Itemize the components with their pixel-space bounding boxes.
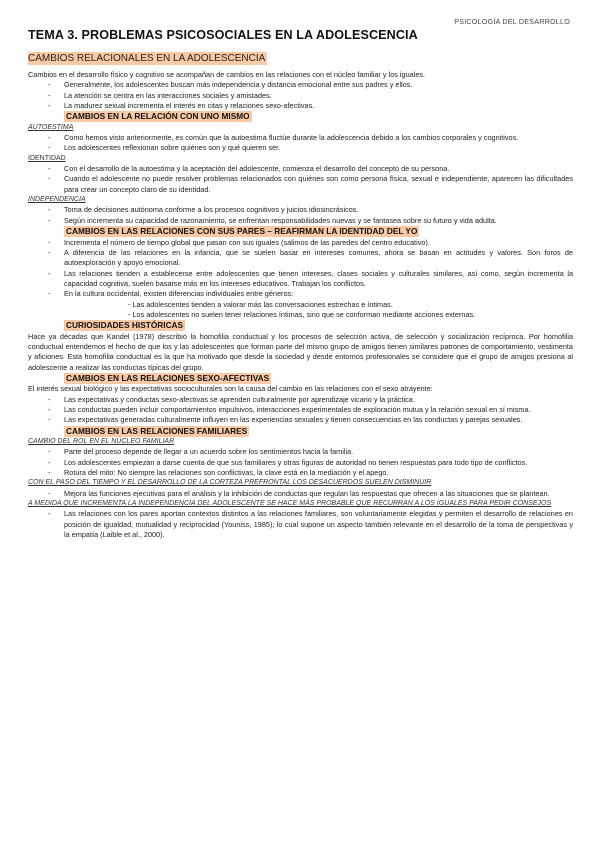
list-item: - Los adolescentes empiezan a darse cuenta de que sus familiares y otras figuras de autoridad no tienen respuestas para todo tipo de conflictos. bbox=[28, 458, 573, 468]
document-body bbox=[28, 52, 573, 540]
list-item: - Cuando el adolescente no puede resolver problemas relacionados con quiénes son como persona física, sexual e independiente, aparecen las dificultades para crear un concepto claro de su identidad. bbox=[28, 174, 573, 195]
sexual-list bbox=[28, 395, 573, 426]
list-item: - Incrementa el número de tiempo global que pasan con sus iguales (salimos de las paredes del centro educativo). bbox=[28, 238, 573, 248]
subsection-heading-self: CAMBIOS EN LA RELACIÓN CON UNO MISMO bbox=[66, 111, 250, 122]
label-independencia: INDEPENDENCIA bbox=[28, 196, 86, 204]
list-item: - La atención se centra en las interacciones sociales y amistades. bbox=[28, 91, 573, 101]
list-item: - Las relaciones con los pares aportan contextos distintos a las relaciones familiares, son voluntariamente elegidas y permiten el desarrollo de relaciones en posición de igualdad, mutualidad y reciprocidad (Youniss, 1985); lo cual supone un aspecto también relevante en el desarrollo de la toma de perspectivas y la empatía (Laible et al., 2000). bbox=[28, 509, 573, 540]
list-item: - Las expectativas y conductas sexo-afectivas se aprenden culturalmente por aprendizaje vicario y la práctica. bbox=[28, 395, 573, 405]
running-header: PSICOLOGÍA DEL DESARROLLO bbox=[454, 17, 570, 26]
label-identidad: IDENTIDAD bbox=[28, 154, 66, 162]
sub-item: - Los adolescentes no suelen tener relaciones íntimas, sino que se conforman mediante acciones externas. bbox=[128, 309, 476, 319]
document-title: TEMA 3. PROBLEMAS PSICOSOCIALES EN LA ADOLESCENCIA bbox=[28, 28, 418, 42]
identidad-list bbox=[28, 164, 573, 195]
list-item: - Según incrementa su capacidad de razonamiento, se enfrentan responsabilidades nuevas y se fantasea sobre su futuro y vida adulta. bbox=[28, 216, 573, 226]
autoestima-list bbox=[28, 133, 573, 154]
list-item: - Los adolescentes reflexionan sobre quiénes son y qué quieren ser. bbox=[28, 143, 573, 153]
list-item: - Mejora las funciones ejecutivas para el análisis y la inhibición de conductas que regulan las respuestas que ofrecen a las situaciones que se plantean. bbox=[28, 489, 573, 499]
list-item: - Toma de decisiones autónoma conforme a los procesos cognitivos y juicios idiosincrásicos. bbox=[28, 205, 573, 215]
section-heading: CAMBIOS RELACIONALES EN LA ADOLESCENCIA bbox=[28, 53, 266, 64]
gender-sublist bbox=[28, 300, 573, 321]
label-family-role: CAMBIO DEL ROL EN EL NÚCLEO FAMILIAR bbox=[28, 438, 175, 446]
label-autoestima: AUTOESTIMA bbox=[28, 123, 74, 131]
list-item: - Las relaciones tienden a establecerse entre adolescentes que tienen intereses, clases sociales y culturales similares, así como, según incrementa la capacidad cognitiva, suelen basarse más en los intereses educativos. Trabajan los conflictos. bbox=[28, 269, 573, 290]
history-paragraph: Hace ya décadas que Kandel (1978) describió la homofilia conductual y los procesos de selección activa, de selección y socialización recíproca. Por homofilia conductual entendemos el hecho de que los y las adolescentes que forman parte del mismo grupo de amigos tienen similares patrones de comportamiento, vestimenta y aficiones. Esta homofilia conductual es la que ha motivado que desde la sociedad y desde entornos profesionales se considere que el grupo de amigos presiona al adolescente a realizar las conductas típicas del grupo. bbox=[28, 331, 573, 372]
list-item: - En la cultura occidental, existen diferencias individuales entre géneros: bbox=[28, 289, 573, 299]
list-item: - Las conductas pueden incluir comportamientos impulsivos, interacciones experimentales de exploración mutua y la relación sexual en sí misma. bbox=[28, 405, 573, 415]
list-item: - A diferencia de las relaciones en la infancia, que se suelen basar en intereses comunes, ahora se basan en actitudes y valores. Son foros de autoexploración y apoyo emocional. bbox=[28, 248, 573, 269]
sub-item: - Las adolescentes tienden a valorar más las conversaciones estrechas e íntimas. bbox=[128, 299, 393, 309]
subsection-heading-history: CURIOSIDADES HISTÓRICAS bbox=[66, 320, 184, 331]
list-item: - Generalmente, los adolescentes buscan más independencia y distancia emocional entre sus padres y ellos. bbox=[28, 80, 573, 90]
intro-list bbox=[28, 80, 573, 111]
peers-list bbox=[28, 238, 573, 300]
list-item: - Rotura del mito: No siempre las relaciones son conflictivas, la clave está en la mediación y el apego. bbox=[28, 468, 573, 478]
independencia-list bbox=[28, 205, 573, 226]
subsection-heading-sexual: CAMBIOS EN LAS RELACIONES SEXO-AFECTIVAS bbox=[66, 372, 270, 383]
label-independence-peers: A MEDIDA QUE INCREMENTA LA INDEPENDENCIA DEL ADOLESCENTE SE HACE MÁS PROBABLE QUE RECURRAN A LOS IGUALES PARA PEDIR CONSEJOS bbox=[28, 500, 552, 508]
prefrontal-list bbox=[28, 489, 573, 499]
list-item: - Las expectativas generadas culturalmente influyen en las experiencias sexuales y tienen consecuencias en las conductas y parejas sexuales. bbox=[28, 415, 573, 425]
family-role-list bbox=[28, 447, 573, 478]
list-item: - Parte del proceso depende de llegar a un acuerdo sobre los sentimientos hacia la familia. bbox=[28, 447, 573, 457]
list-item: - Como hemos visto anteriormente, es común que la autoestima fluctúe durante la adolescencia debido a los cambios corporales y cognitivos. bbox=[28, 133, 573, 143]
list-item: - Con el desarrollo de la autoestima y la aceptación del adolescente, comienza el desarrollo del concepto de su persona. bbox=[28, 164, 573, 174]
label-prefrontal: CON EL PASO DEL TIEMPO Y EL DESARROLLO DE LA CORTEZA PREFRONTAL LOS DESACUERDOS SUELEN DISMINUIR bbox=[28, 479, 432, 487]
intro-paragraph: Cambios en el desarrollo físico y cognitivo se acompañan de cambios en las relaciones con el núcleo familiar y los iguales. bbox=[28, 70, 426, 79]
sexual-intro: El interés sexual biológico y las expectativas socioculturales son la causa del cambio en las relaciones con el sexo atrayente: bbox=[28, 384, 433, 394]
subsection-heading-family: CAMBIOS EN LAS RELACIONES FAMILIARES bbox=[66, 425, 248, 436]
list-item: - La madurez sexual incrementa el interés en citas y relaciones sexo-afectivas. bbox=[28, 101, 573, 111]
subsection-heading-peers: CAMBIOS EN LAS RELACIONES CON SUS PARES – REAFIRMAN LA IDENTIDAD DEL YO bbox=[66, 226, 418, 237]
independence-peers-list bbox=[28, 509, 573, 540]
